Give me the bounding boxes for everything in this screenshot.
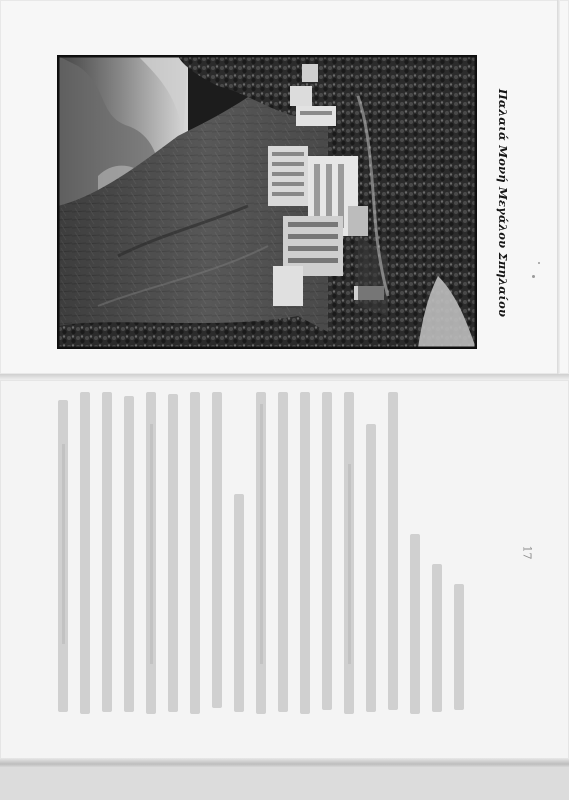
photo-caption — [493, 58, 513, 348]
scan-background — [0, 768, 569, 800]
dust-speck — [532, 275, 535, 278]
monastery-photograph — [58, 56, 476, 348]
dust-speck — [538, 262, 540, 264]
page-bottom-edge — [0, 758, 569, 768]
bleed-through-text — [0, 384, 569, 756]
caption-text: Παλαιά Μονή Μεγάλου Σπηλαίου — [496, 88, 510, 318]
page-number: 17 — [520, 545, 534, 559]
page-fold-shadow — [557, 0, 560, 374]
